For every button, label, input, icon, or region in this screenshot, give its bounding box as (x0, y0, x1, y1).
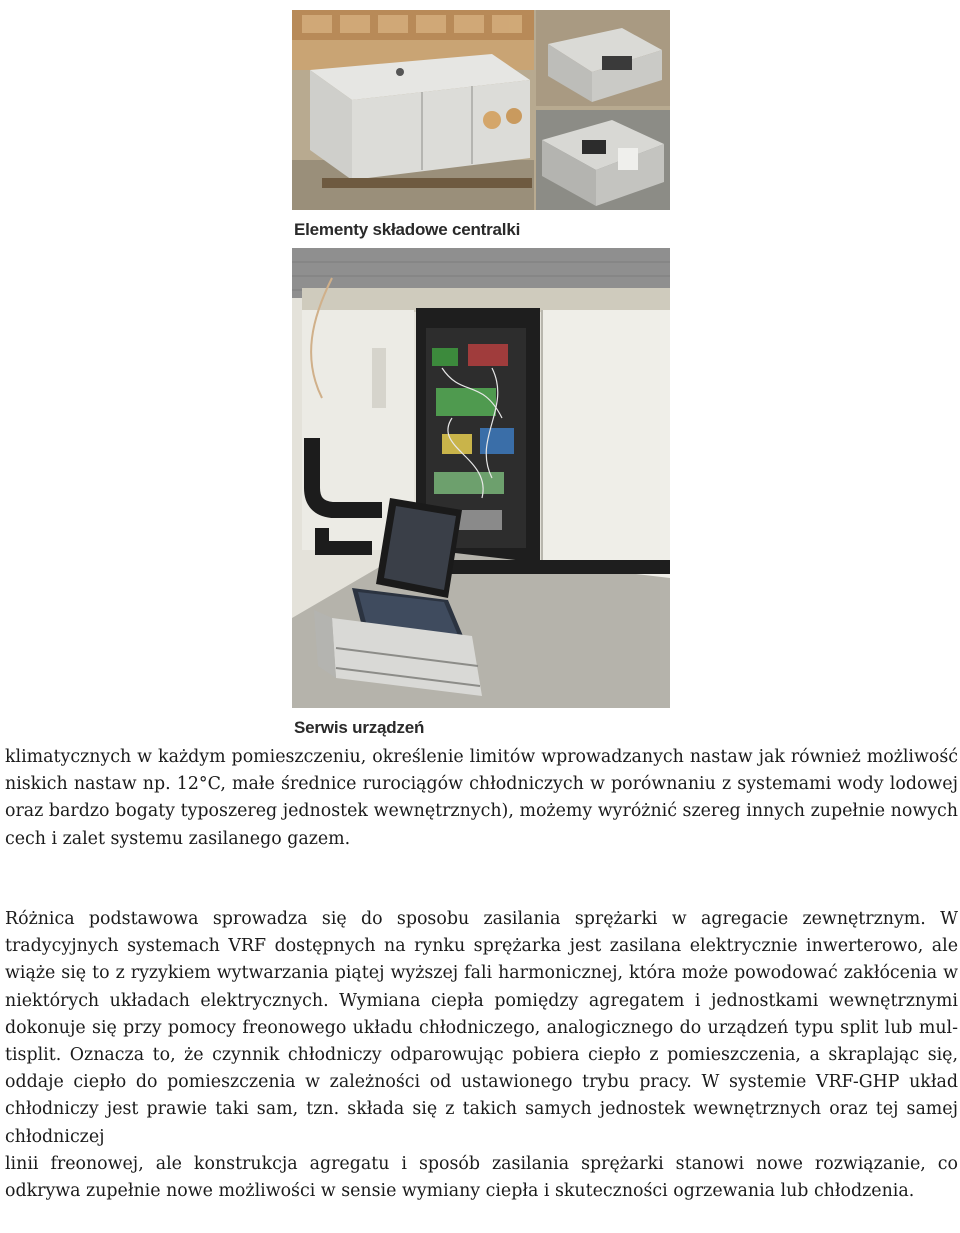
figure-components (292, 10, 670, 242)
photo-unit-components-icon (292, 10, 670, 210)
figure-caption: Elementy składowe centralki (294, 220, 521, 239)
paragraph: Różnica podstawowa sprowadza się do sposobu zasilania sprężarki w agregacie zewnętrznym. W tradycyjnych systemach VRF dostępnych na rynku sprężarka jest zasilana elektrycznie inwerterowo, ale wiąże się to z ryzykiem wytwarzania piątej wyższej fali harmonicznej, która może powodować zakłócenia w niektórych układach elektrycznych. Wymiana ciepła pomiędzy agregatem i jednostkami wewnętrznymi dokonuje się przy pomocy freonowego układu chłodniczego, analogicznego do urządzeń typu split lub mul-tisplit. Oznacza to, że czynnik chłodniczy odparowując pobiera ciepło z pomieszczenia, a skraplając się, oddaje ciepło do pomieszczenia w zależności od ustawionego trybu pracy. W systemie VRF-GHP układ chłodniczy jest prawie taki sam, tzn. składa się z takich samych jednostek wewnętrznych oraz tej samej chłodniczej (5, 909, 958, 1147)
photo-unit-service-laptop-icon (292, 248, 670, 708)
body-text-block-1 (5, 744, 958, 853)
body-text-block-2 (5, 906, 958, 1205)
paragraph: klimatycznych w każdym pomieszczeniu, określenie limitów wprowadzanych nastaw jak również możliwość niskich nastaw np. 12°C, małe średnice rurociągów chłodniczych w porównaniu z systemami wody lodowej oraz bardzo bogaty typoszereg jednostek wewnętrznych), możemy wyróżnić szereg innych zupełnie nowych cech i zalet systemu zasilanego gazem. (5, 747, 958, 849)
paragraph: linii freonowej, ale konstrukcja agregatu i sposób zasilania sprężarki stanowi nowe rozwiązanie, co odkrywa zupełnie nowe możliwości w sensie wymiany ciepła i skuteczności ogrzewania lub chłodzenia. (5, 1153, 958, 1202)
figure-caption: Serwis urządzeń (294, 718, 425, 737)
figure-service (292, 248, 670, 744)
